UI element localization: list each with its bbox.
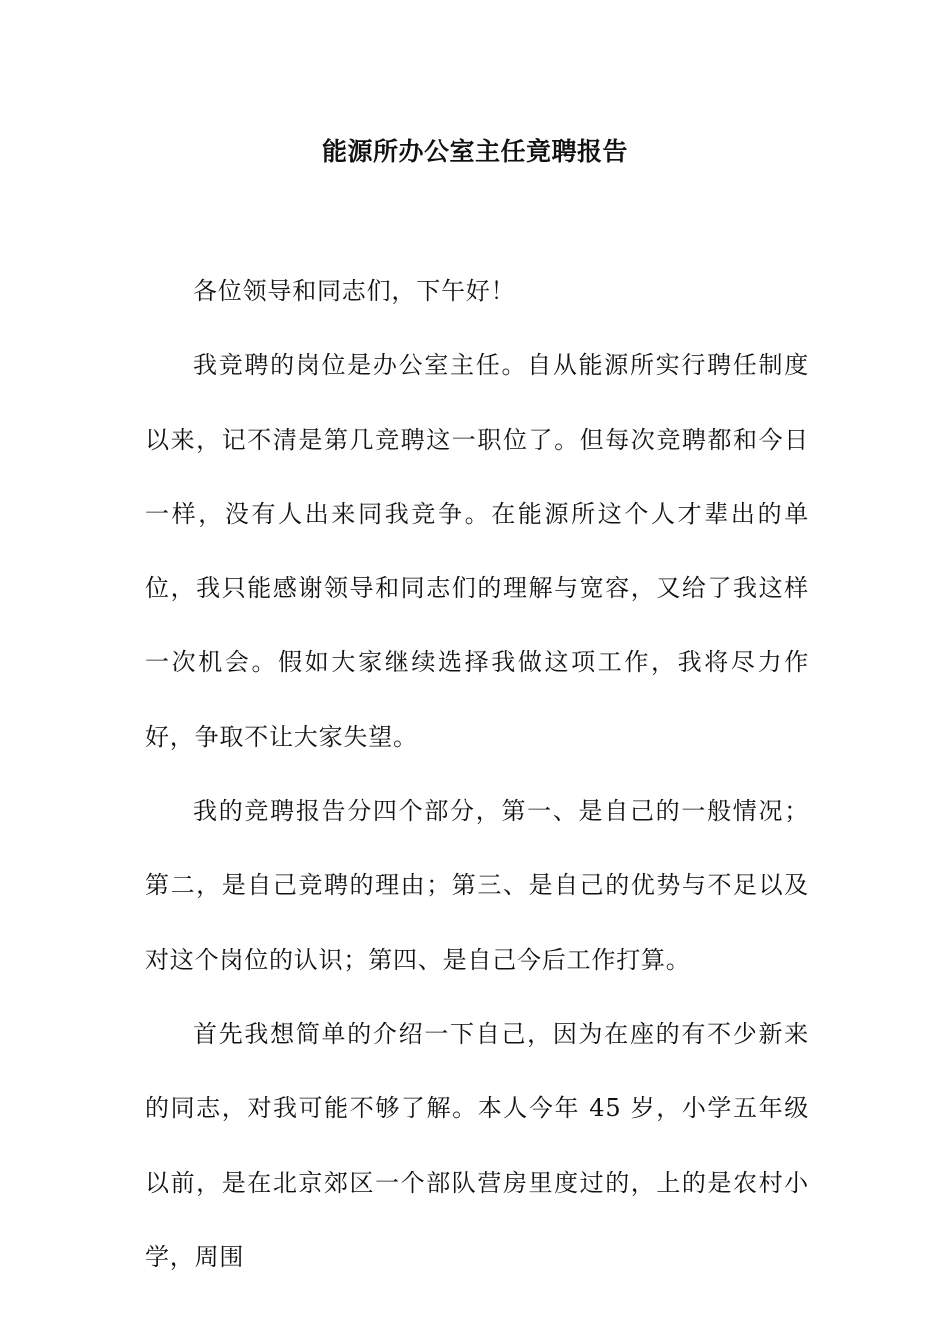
paragraph-outline: 我的竞聘报告分四个部分，第一、是自己的一般情况；第二，是自己竞聘的理由；第三、是自己的优势与不足以及对这个岗位的认识；第四、是自己今后工作打算。: [145, 797, 809, 974]
paragraph-position: 我竞聘的岗位是办公室主任。自从能源所实行聘任制度以来，记不清是第几竞聘这一职位了。但每次竞聘都和今日一样，没有人出来同我竞争。在能源所这个人才辈出的单位，我只能感谢领导和同志们的理解与宽容，又给了我这样一次机会。假如大家继续选择我做这项工作，我将尽力作好，争取不让大家失望。: [145, 351, 809, 751]
paragraph-greeting: 各位领导和同志们，下午好！: [193, 277, 516, 305]
paragraph-introduction: 首先我想简单的介绍一下自己，因为在座的有不少新来的同志，对我可能不够了解。本人今年 45 岁，小学五年级以前，是在北京郊区一个部队营房里度过的，上的是农村小学，周围: [145, 1019, 809, 1271]
document-body: [145, 254, 809, 1294]
document-title: 能源所办公室主任竟聘报告: [321, 137, 628, 166]
